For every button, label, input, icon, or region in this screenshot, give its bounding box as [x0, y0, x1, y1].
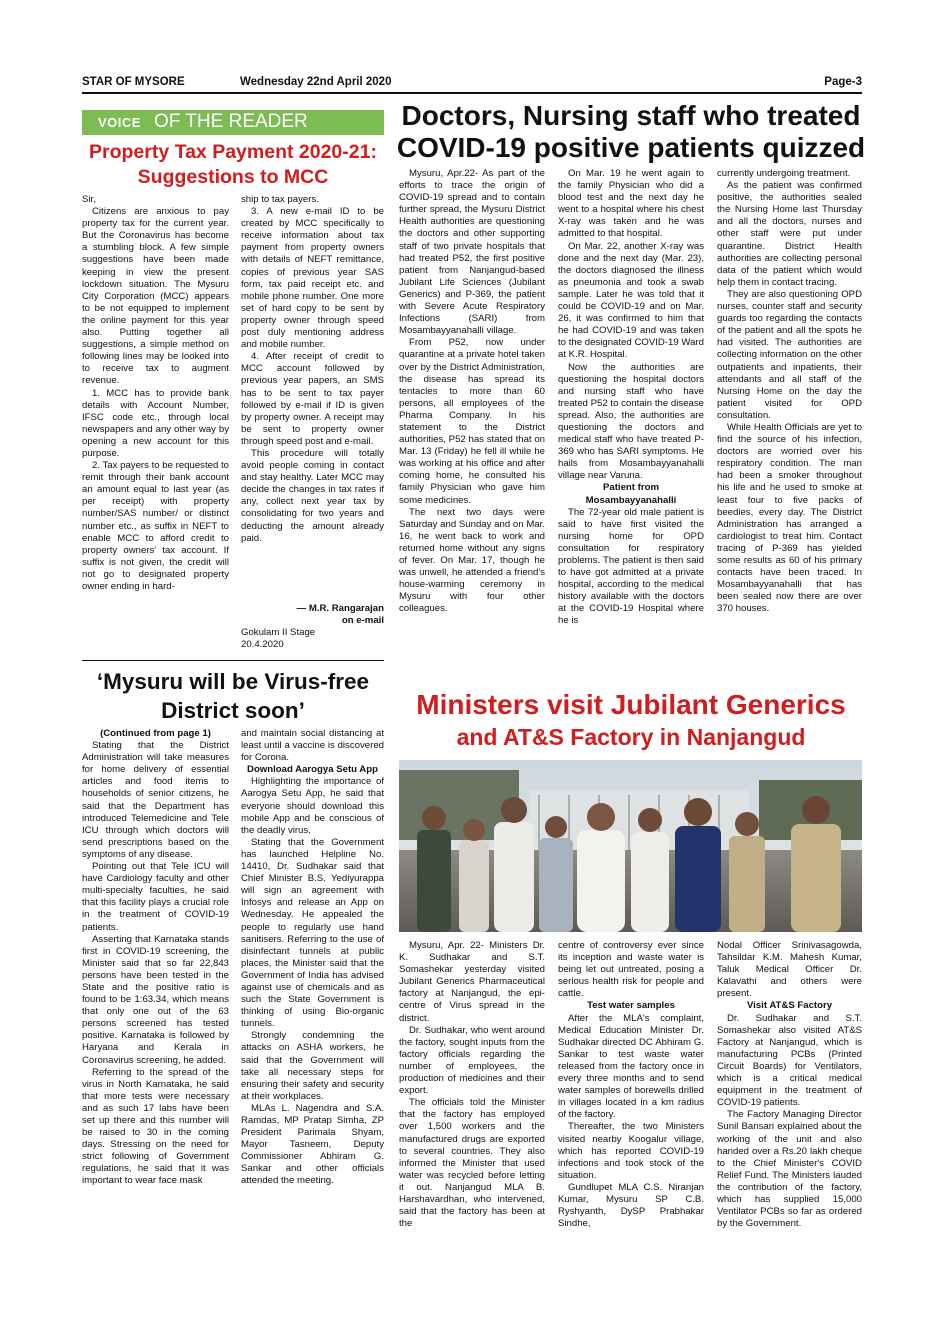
- paragraph: After the MLA's complaint, Medical Education Minister Dr. Sudhakar directed DC Abhiram G. Sankar to test waste water released from the factory once in every three months and to send water samples of borewells drilled in villages located in a km radius of the factory.: [558, 1012, 704, 1121]
- paragraph: currently undergoing treatment.: [717, 168, 851, 179]
- letter-headline: [82, 140, 384, 190]
- paragraph: Nodal Officer Srinivasagowda, Tahsildar K.M. Mahesh Kumar, Taluk Medical Officer Dr. Kalavathi and others were present.: [717, 940, 862, 1000]
- section-divider: [82, 660, 384, 661]
- paragraph: 4. After receipt of credit to MCC account followed by previous year papers, an SMS has to be sent to tax payer followed by e-mail if ID is given by property owner. A receipt may be sent to property owner through speed post and e-mail.: [241, 351, 384, 447]
- paragraph: As the patient was confirmed positive, the authorities sealed the Nursing Home last Thursday and all the doctors, nurses and other staff were put under quarantine. District Health authorities are collecting personal data of the patient which would help them in contact tracing.: [717, 180, 862, 288]
- paragraph: Stating that the Government has launched Helpline No. 14410, Dr. Sudhakar said that Chief Minister B.S. Yediyurappa will sign an agreement with Infosys and release an App on Wednesday. He appealed the people to regularly use hand sanitisers. Referring to the use of disinfectant tunnels at public places, the Minister said that the Government of India has advised against use of chemicals and as such the State Government is thinking of using Bio-organic tunnels.: [241, 836, 384, 1030]
- virusfree-column-1: [82, 728, 229, 1188]
- paragraph: Now the authorities are questioning the hospital doctors and nursing staff who have treated P52 to contain the disease spread. Also, the authorities are questioning the doctors and medical staff who have treated P-369 who has SARI symptoms. He hails from Mosambayyanahalli village near Varuna.: [558, 361, 704, 482]
- letter-signature-via: on e-mail: [341, 615, 384, 627]
- paragraph: Pointing out that Tele ICU will have Cardiology faculty and other multi-specialty faculties, he said that this facility plays a crucial role in the treatment of COVID-19 patients.: [82, 861, 229, 933]
- letter-address: Gokulam II Stage: [241, 627, 316, 639]
- paragraph: centre of controversy ever since its inception and waste water is being let out untreated, posing a serious health risk for people and cattle.: [558, 940, 704, 1000]
- continued-note: (Continued from page 1): [100, 728, 211, 739]
- of-the-reader-label: OF THE READER: [154, 111, 308, 132]
- virusfree-headline: [82, 667, 384, 725]
- doctors-column-1: [399, 168, 545, 615]
- ministers-headline: [396, 688, 866, 754]
- subheading: Test water samples: [587, 1000, 675, 1012]
- masthead-rule: [82, 92, 862, 94]
- paragraph: On Mar. 22, another X-ray was done and the next day (Mar. 23), the doctors diagnosed the illness as pneumonia and took a swab sample. Later he was told that it could be COVID-19 and on Mar. 26, it was confirmed to him that he had COVID-19 and was taken to the designated COVID-19 Ward at K.R. Hospital.: [558, 240, 704, 361]
- publication-name: STAR OF MYSORE: [82, 76, 185, 88]
- paragraph: 3. A new e-mail ID to be created by MCC specifically to receive information about tax payment from property owners with details of NEFT remittance, copies of previous year SAS form, tax paid receipt etc. and mobile phone number. One more set of hard copy to be sent by property owner through speed post duly mentioning address and mobile number.: [241, 206, 384, 351]
- paragraph: Thereafter, the two Ministers visited nearby Koogalur village, which has reported COVID-19 infections and took stock of the situation.: [558, 1121, 704, 1181]
- paragraph: Referring to the spread of the virus in North Karnataka, he said that more tests were necessary and as such 17 labs have been set up there and this number will be raised to 30 in the coming days. Stressing on the need for strict following of Government regulations, he said that it was important to wear face mask: [82, 1066, 229, 1187]
- subheading: Visit AT&S Factory: [746, 1000, 833, 1012]
- ministers-headline-line1: Ministers visit Jubilant Generics: [416, 689, 846, 720]
- letter-date: 20.4.2020: [241, 639, 284, 651]
- ministers-column-1: [399, 940, 545, 1230]
- paragraph: Mysuru, Apr.22- As part of the efforts to trace the origin of COVID-19 spread and to contain further spread, the Mysuru District Health authorities are questioning the doctors and other supporting staff of two private hospitals that had treated P52, the first positive patient from Nanjangud-based Jubilant Life Sciences (Jubilant Generics) and P-369, the patient with Severe Acute Respiratory Infections (SARI) from Mosambayyanahalli village.: [399, 168, 545, 337]
- paragraph: Gundlupet MLA C.S. Niranjan Kumar, Mysuru SP C.B. Ryshyanth, DySP Prabhakar Sindhe,: [558, 1181, 704, 1230]
- paragraph: On Mar. 19 he went again to the family Physician who did a blood test and the next day he went to a hospital where his chest X-ray was taken and he was admitted to that hospital.: [558, 168, 704, 240]
- paragraph: The 72-year old male patient is said to have first visited the nursing home for OPD consultation for respiratory problems. The patient is then said to have got admitted at a private hospital, according to the medical history available with the doctors at the COVID-19 Hospital where he is: [558, 506, 704, 627]
- paragraph: MLAs L. Nagendra and S.A. Ramdas, MP Pratap Simha, ZP President Parimala Shyam, Mayor Tasneem, Deputy Commissioner Abhiram G. Sankar and other officials attended the meeting.: [241, 1102, 384, 1187]
- paragraph: 1. MCC has to provide bank details with Account Number, IFSC code etc., through local newspapers and any other way by opening a new account for this purpose.: [82, 387, 229, 459]
- doctors-headline-line1: Doctors, Nursing staff who treated: [401, 100, 861, 131]
- paragraph: The officials told the Minister that the factory has employed over 1,500 workers and the manufactured drugs are exported to several countries. They also informed the Minister that used water was recycled before letting it out. Nanjangud MLA B. Harshavardhan, who intervened, said that the factory has been at the: [399, 1097, 545, 1230]
- doctors-column-3: [717, 168, 862, 615]
- letter-signature: — M.R. Rangarajan: [296, 603, 384, 614]
- paragraph: Sir,: [82, 194, 96, 205]
- paragraph: and maintain social distancing at least until a vaccine is discovered for Corona.: [241, 728, 384, 764]
- paragraph: From P52, now under quarantine at a private hotel taken over by the District Administration, the disease has spread its tentacles to more than 60 persons, all employees of the Pharma Company. In his statement to the District authorities, P52 has stated that on Mar. 13 (Friday) he fell ill while he was working at his office and after coming home, he consulted his family Physician who gave him some medicines.: [399, 337, 545, 506]
- doctors-headline: [396, 100, 866, 164]
- virusfree-headline-line2: District soon’: [161, 698, 305, 723]
- photo-illustration: [399, 760, 862, 932]
- paragraph: The Factory Managing Director Sunil Bansari explained about the working of the unit and also handed over a Rs.20 lakh cheque to the Chief Minister's COVID Relief Fund. The Ministers lauded the contribution of the factory, which has supplied 15,000 Ventilator PCBs so far as ordered by the Government.: [717, 1109, 862, 1230]
- virusfree-column-2: [241, 728, 384, 1188]
- paragraph: This procedure will totally avoid people coming in contact and stay healthy. Later MCC may decide the changes in tax rates if any, collect next year tax by consolidating for two years and deducting the amount already paid.: [241, 447, 384, 544]
- paragraph: 2. Tax payers to be requested to remit through their bank account an amount equal to last year (as per receipt) with property number/SAS number/ or distinct number etc., as suffix in NEFT to enable MCC to afford credit to property owners' tax account. If suffix is not given, the credit will not go to designated property owner ending in hard-: [82, 460, 229, 592]
- voice-label: VOICE: [98, 115, 141, 130]
- ministers-headline-line2: and AT&S Factory in Nanjangud: [456, 724, 806, 750]
- letter-signoff: [241, 603, 384, 651]
- ministers-column-2: [558, 940, 704, 1230]
- paragraph: Mysuru, Apr. 22- Ministers Dr. K. Sudhakar and S.T. Somashekar yesterday visited Jubilant Generics Pharmaceutical factory at Nanjangud, the epi-centre of Virus spread in the district.: [399, 940, 545, 1024]
- virusfree-headline-line1: ‘Mysuru will be Virus-free: [96, 669, 370, 694]
- doctors-headline-line2: COVID-19 positive patients quizzed: [396, 132, 866, 163]
- paragraph: ship to tax payers.: [241, 194, 319, 205]
- page-number: Page-3: [824, 76, 862, 88]
- doctors-column-2: [558, 168, 704, 628]
- paragraph: Dr. Sudhakar, who went around the factory, sought inputs from the factory officials regarding the number of employees, the production of medicines and their export.: [399, 1024, 545, 1097]
- subheading: Patient from Mosambayyanahalli: [585, 482, 677, 506]
- issue-date: Wednesday 22nd April 2020: [240, 76, 392, 88]
- ministers-column-3: [717, 940, 862, 1230]
- letter-headline-line2: Suggestions to MCC: [137, 166, 329, 188]
- paragraph: Dr. Sudhakar and S.T. Somashekar also visited AT&S Factory at Nanjangud, which is manufacturing PCBs (Printed Circuit Boards) for Ventilators, which is a critical medical equipment in the treatment of COVID-19 patients.: [717, 1012, 862, 1109]
- paragraph: Highlighting the importance of Aarogya Setu App, he said that everyone should download this mobile App and be conscious of the deadly virus.: [241, 776, 384, 836]
- masthead: [82, 76, 862, 92]
- letter-column-2: [241, 194, 384, 545]
- paragraph: The next two days were Saturday and Sunday and on Mar. 16, he went back to work and returned home without any signs of fever. On Mar. 17, though he was unwell, he attended a friend's house-warming ceremony in Mysuru with four other colleagues.: [399, 506, 545, 615]
- paragraph: They are also questioning OPD nurses, counter staff and security guards too regarding the contacts of the patient and all the spots he had visited. The authorities are collecting information on the other outpatients and inpatients, their attendants and all staff of the Nursing Home on the day the patient visited for OPD consultation.: [717, 288, 862, 421]
- paragraph: Strongly condemning the attacks on ASHA workers, he said that the Government will take all necessary steps for ensuring their safety and security at their workplaces.: [241, 1030, 384, 1102]
- paragraph: Asserting that Karnataka stands first in COVID-19 screening, the Minister said that so far 22,843 persons have been tested in the State and the positive ratio is found to be 1:63.34, which means that only one out of the 63 persons screened has tested positive. Karnataka is followed by Haryana and Kerala in Coronavirus screening, he added.: [82, 933, 229, 1066]
- paragraph: Citizens are anxious to pay property tax for the current year. But the Coronavirus has become a stumbling block. A few simple suggestions have been made keeping in view the present lockdown situation. The Mysuru City Corporation (MCC) appears to be not equipped to implement the online payment for this year also. Putting together all suggestions, a simple method on following lines may be looked into to receive tax to augment revenue.: [82, 206, 229, 387]
- voice-of-reader-banner: [82, 110, 384, 135]
- paragraph: While Health Officials are yet to find the source of his infection, doctors are worried over his respiratory condition. The man had been a smoker throughout his life and he used to smoke at least four to five packs of beedies, every day. The District Administration has arranged a cardiologist to treat him. Contact tracing of P-369 has yielded some results as 60 of his primary contacts have been traced. In Mosambayyanahalli that has been sealed now there are over 370 houses.: [717, 421, 862, 615]
- subheading: Download Aarogya Setu App: [247, 764, 378, 776]
- letter-headline-line1: Property Tax Payment 2020-21:: [89, 141, 377, 163]
- ministers-visit-photo: [399, 760, 862, 932]
- letter-column-1: [82, 194, 229, 593]
- paragraph: Stating that the District Administration will take measures for home delivery of essential articles and food items to households of senior citizens, he said that the Department has introduced Telemedicine and Tele ICU through which doctors will send prescriptions based on the symptoms of any disease.: [82, 740, 229, 860]
